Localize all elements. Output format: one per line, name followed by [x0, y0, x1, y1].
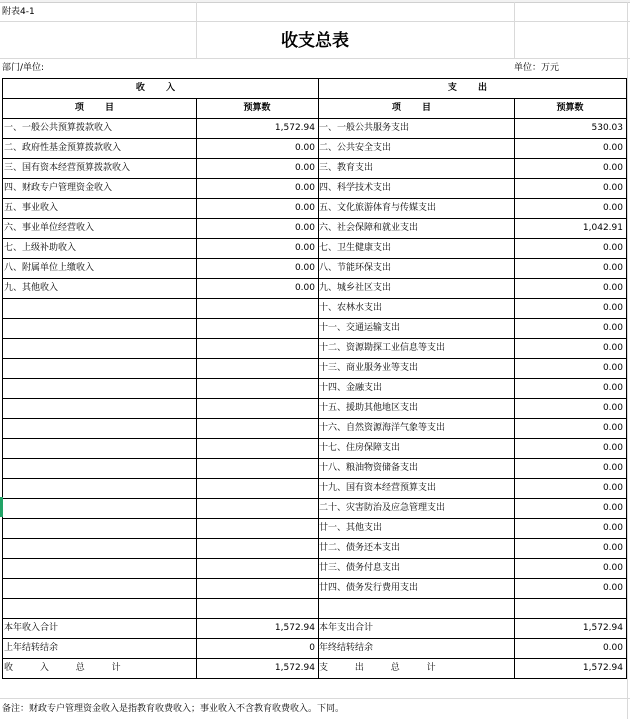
table-row[interactable] [0, 158, 630, 178]
table-hline [2, 458, 627, 459]
table-hline [2, 98, 627, 99]
table-section-header [0, 78, 630, 98]
income-value-cell [196, 498, 318, 518]
income-value-cell: 0.00 [294, 263, 315, 273]
income-value-cell [196, 318, 318, 338]
year-expense-value: 1,572.94 [582, 623, 623, 633]
table-row[interactable] [0, 538, 630, 558]
table-hline [2, 558, 627, 559]
expense-value-cell: 530.03 [591, 123, 623, 133]
income-value-cell [196, 378, 318, 398]
table-row[interactable] [0, 118, 630, 138]
income-item-cell [2, 438, 196, 458]
table-hline [2, 578, 627, 579]
income-item-cell [2, 598, 196, 618]
income-item-cell: 七、上级补助收入 [4, 243, 77, 253]
table-hline [2, 118, 627, 119]
expense-item-cell: 廿三、债务付息支出 [319, 563, 401, 573]
expense-total-value: 1,572.94 [582, 663, 623, 673]
table-hline [2, 518, 627, 519]
expense-header: 支 出 [447, 83, 497, 93]
expense-value-cell: 0.00 [602, 203, 623, 213]
income-value-cell: 1,572.94 [274, 123, 315, 133]
carryover-row[interactable] [0, 638, 630, 658]
table-row[interactable] [0, 478, 630, 498]
income-item-cell [2, 338, 196, 358]
expense-item-cell: 八、节能环保支出 [319, 263, 392, 273]
expense-value-cell: 1,042.91 [582, 223, 623, 233]
income-item-cell [2, 358, 196, 378]
table-hline [2, 538, 627, 539]
income-value-cell: 0.00 [294, 283, 315, 293]
expense-item-cell: 二十、灾害防治及应急管理支出 [319, 503, 446, 513]
table-hline [2, 338, 627, 339]
table-row[interactable] [0, 378, 630, 398]
expense-value-cell: 0.00 [602, 583, 623, 593]
expense-value-cell: 0.00 [602, 243, 623, 253]
income-item-cell [2, 498, 196, 518]
expense-item-cell: 九、城乡社区支出 [319, 283, 392, 293]
table-row[interactable] [0, 578, 630, 598]
income-total-value: 1,572.94 [274, 663, 315, 673]
income-header: 收 入 [135, 83, 185, 93]
income-item-cell: 一、一般公共预算拨款收入 [4, 123, 113, 133]
col-item-header: 项 目 [74, 103, 124, 113]
income-value-cell [196, 418, 318, 438]
expense-value-cell: 0.00 [602, 563, 623, 573]
table-vline [196, 98, 197, 679]
table-hline [2, 218, 627, 219]
table-vline [318, 78, 319, 679]
expense-value-cell: 0.00 [602, 423, 623, 433]
col-item2-header: 项 目 [391, 103, 441, 113]
end-balance-label: 年终结转结余 [319, 643, 374, 653]
expense-item-cell: 六、社会保障和就业支出 [319, 223, 419, 233]
table-hline [2, 598, 627, 599]
expense-item-cell: 五、文化旅游体育与传媒支出 [319, 203, 437, 213]
year-income-value: 1,572.94 [274, 623, 315, 633]
income-value-cell [196, 538, 318, 558]
table-hline [2, 438, 627, 439]
unit-label: 单位：万元 [514, 63, 560, 73]
end-balance-value: 0.00 [602, 643, 623, 653]
table-hline [2, 378, 627, 379]
income-value-cell [196, 358, 318, 378]
table-hline [2, 258, 627, 259]
income-value-cell: 0.00 [294, 143, 315, 153]
table-row[interactable] [0, 278, 630, 298]
expense-value-cell: 0.00 [602, 143, 623, 153]
table-hline [2, 318, 627, 319]
expense-item-cell: 一、一般公共服务支出 [319, 123, 410, 133]
expense-value-cell: 0.00 [602, 523, 623, 533]
expense-item-cell: 十一、交通运输支出 [319, 323, 401, 333]
grand-total-row[interactable] [0, 658, 630, 678]
footnote: 备注：财政专户管理资金收入是指教育收费收入；事业收入不含教育收费收入。下同。 [2, 704, 345, 714]
expense-value-cell: 0.00 [602, 463, 623, 473]
income-value-cell [196, 298, 318, 318]
expense-item-cell: 廿二、债务还本支出 [319, 543, 401, 553]
table-row[interactable] [0, 558, 630, 578]
expense-value-cell: 0.00 [602, 383, 623, 393]
table-row[interactable] [0, 198, 630, 218]
income-item-cell [2, 558, 196, 578]
income-item-cell: 四、财政专户管理资金收入 [4, 183, 113, 193]
carryover-label: 上年结转结余 [4, 643, 59, 653]
table-row[interactable] [0, 418, 630, 438]
carryover-value: 0 [309, 643, 315, 653]
expense-item-cell: 三、教育支出 [319, 163, 374, 173]
table-hline [2, 358, 627, 359]
table-hline [2, 298, 627, 299]
income-item-cell [2, 578, 196, 598]
table-vline [514, 98, 515, 679]
table-row[interactable] [0, 218, 630, 238]
table-row[interactable] [0, 438, 630, 458]
income-item-cell: 三、国有资本经营预算拨款收入 [4, 163, 131, 173]
table-hline [2, 138, 627, 139]
year-income-label: 本年收入合计 [4, 623, 59, 633]
income-value-cell [196, 438, 318, 458]
income-item-cell [2, 518, 196, 538]
income-item-cell: 九、其他收入 [4, 283, 59, 293]
expense-item-cell: 十五、援助其他地区支出 [319, 403, 419, 413]
income-total-label: 收 入 总 计 [4, 663, 133, 673]
expense-item-cell [318, 598, 514, 618]
income-item-cell: 五、事业收入 [4, 203, 59, 213]
table-row[interactable] [0, 318, 630, 338]
expense-item-cell: 廿四、债务发行费用支出 [319, 583, 419, 593]
expense-value-cell: 0.00 [602, 363, 623, 373]
income-item-cell [2, 458, 196, 478]
expense-value-cell: 0.00 [602, 323, 623, 333]
income-value-cell: 0.00 [294, 183, 315, 193]
table-hline [2, 238, 627, 239]
income-item-cell: 八、附属单位上缴收入 [4, 263, 95, 273]
income-item-cell [2, 398, 196, 418]
expense-item-cell: 十三、商业服务业等支出 [319, 363, 419, 373]
table-vline [2, 78, 3, 679]
income-value-cell: 0.00 [294, 203, 315, 213]
expense-item-cell: 十四、金融支出 [319, 383, 383, 393]
table-hline [2, 418, 627, 419]
table-row[interactable] [0, 178, 630, 198]
income-value-cell [196, 598, 318, 618]
income-item-cell [2, 418, 196, 438]
expense-item-cell: 十七、住房保障支出 [319, 443, 401, 453]
table-hline [2, 478, 627, 479]
table-hline [2, 618, 627, 619]
income-item-cell [2, 538, 196, 558]
income-value-cell [196, 558, 318, 578]
expense-value-cell: 0.00 [602, 343, 623, 353]
table-hline [2, 178, 627, 179]
attachment-label: 附表4-1 [2, 7, 35, 17]
table-hline [2, 638, 627, 639]
income-value-cell: 0.00 [294, 243, 315, 253]
expense-item-cell: 四、科学技术支出 [319, 183, 392, 193]
table-row[interactable] [0, 518, 630, 538]
expense-item-cell: 十二、资源勘探工业信息等支出 [319, 343, 446, 353]
expense-item-cell: 廿一、其他支出 [319, 523, 383, 533]
income-value-cell [196, 518, 318, 538]
income-item-cell [2, 318, 196, 338]
expense-value-cell: 0.00 [602, 543, 623, 553]
income-item-cell [2, 378, 196, 398]
expense-value-cell: 0.00 [602, 443, 623, 453]
col-budget2-header: 预算数 [556, 103, 584, 113]
table-vline [626, 78, 627, 679]
table-hline [2, 498, 627, 499]
expense-value-cell: 0.00 [602, 303, 623, 313]
income-item-cell [2, 298, 196, 318]
expense-item-cell: 七、卫生健康支出 [319, 243, 392, 253]
expense-value-cell: 0.00 [602, 483, 623, 493]
year-total-row[interactable] [0, 618, 630, 638]
table-row[interactable] [0, 238, 630, 258]
income-value-cell [196, 338, 318, 358]
table-row[interactable] [0, 598, 630, 618]
income-value-cell [196, 478, 318, 498]
table-row[interactable] [0, 398, 630, 418]
table-row[interactable] [0, 298, 630, 318]
income-item-cell: 六、事业单位经营收入 [4, 223, 95, 233]
expense-value-cell [514, 598, 626, 618]
expense-item-cell: 二、公共安全支出 [319, 143, 392, 153]
selection-marker [0, 497, 3, 517]
expense-item-cell: 十九、国有资本经营预算支出 [319, 483, 437, 493]
table-column-header [0, 98, 630, 118]
table-row[interactable] [0, 138, 630, 158]
col-budget-header: 预算数 [243, 103, 271, 113]
table-row[interactable] [0, 258, 630, 278]
expense-value-cell: 0.00 [602, 283, 623, 293]
income-value-cell [196, 458, 318, 478]
table-row[interactable] [0, 338, 630, 358]
expense-value-cell: 0.00 [602, 503, 623, 513]
table-hline [2, 678, 627, 679]
income-item-cell: 二、政府性基金预算拨款收入 [4, 143, 122, 153]
gridline [0, 21, 630, 22]
expense-item-cell: 十八、粮油物资储备支出 [319, 463, 419, 473]
department-label: 部门/单位: [2, 63, 45, 73]
table-hline [2, 158, 627, 159]
income-value-cell: 0.00 [294, 163, 315, 173]
expense-total-label: 支 出 总 计 [319, 663, 448, 673]
table-hline [2, 78, 627, 79]
year-expense-label: 本年支出合计 [319, 623, 374, 633]
income-item-cell [2, 478, 196, 498]
expense-item-cell: 十六、自然资源海洋气象等支出 [319, 423, 446, 433]
table-row[interactable] [0, 498, 630, 518]
income-value-cell: 0.00 [294, 223, 315, 233]
table-hline [2, 658, 627, 659]
table-hline [2, 278, 627, 279]
table-hline [2, 398, 627, 399]
table-row[interactable] [0, 458, 630, 478]
table-row[interactable] [0, 358, 630, 378]
income-value-cell [196, 578, 318, 598]
page-title: 收支总表 [281, 31, 349, 51]
expense-value-cell: 0.00 [602, 163, 623, 173]
expense-item-cell: 十、农林水支出 [319, 303, 383, 313]
expense-value-cell: 0.00 [602, 403, 623, 413]
expense-value-cell: 0.00 [602, 183, 623, 193]
income-value-cell [196, 398, 318, 418]
table-hline [2, 198, 627, 199]
expense-value-cell: 0.00 [602, 263, 623, 273]
